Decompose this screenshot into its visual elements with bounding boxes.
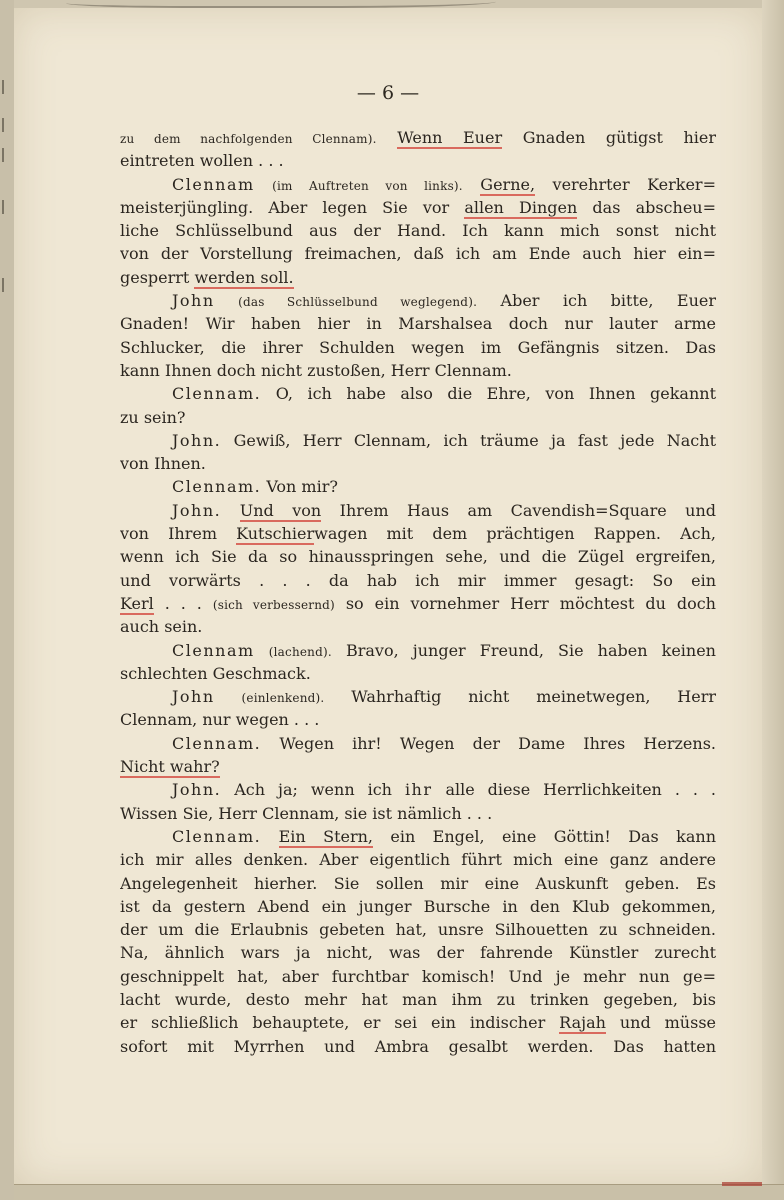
text-run: Gnaden! Wir haben hier in Marshalsea doch nur lauter arme	[120, 314, 716, 334]
text-run: schlechten Geschmack.	[120, 663, 311, 683]
text-run: Ach ja; wenn ich	[221, 780, 405, 800]
text-run	[463, 175, 480, 194]
text-line	[120, 988, 716, 1011]
text-line	[120, 126, 716, 149]
text-line	[120, 266, 716, 289]
underlined-text: allen Dingen	[464, 197, 578, 217]
text-run: er schließlich behauptete, er sei ein indischer	[120, 1013, 560, 1033]
underlined-text: Gerne,	[480, 174, 536, 194]
text-run: Na, ähnlich wars ja nicht, was der fahrende Künstler zurecht	[120, 943, 716, 963]
text-line	[120, 569, 716, 592]
text-line	[120, 499, 716, 522]
text-run: von Ihrem	[120, 524, 237, 544]
margin-mark	[2, 278, 12, 292]
text-run: Gnaden gütigst hier	[502, 128, 716, 147]
right-page-edge	[762, 0, 784, 1200]
underlined-text: Kutschier	[236, 524, 315, 544]
text-run: Schlucker, die ihrer Schulden wegen im Gefängnis sitzen. Das	[120, 337, 716, 357]
underlined-text: Rajah	[559, 1013, 606, 1033]
text-line	[120, 336, 716, 359]
text-run: Bravo, junger Freund, Sie haben keinen	[331, 640, 716, 660]
text-run: liche Schlüsselbund aus der Hand. Ich kann mich sonst nicht	[120, 221, 716, 241]
text-run: von Ihnen.	[120, 454, 206, 474]
text-line	[120, 592, 716, 615]
text-run: Gewiß, Herr Clennam, ich träume ja fast jede Nacht	[221, 430, 716, 450]
text-run: Angelegenheit hierher. Sie sollen mir eine Auskunft geben. Es	[120, 873, 716, 893]
previous-page-strip	[14, 0, 772, 8]
stage-direction: (im Auftreten von links).	[272, 178, 463, 193]
text-run: zu sein?	[120, 407, 186, 427]
text-line	[120, 149, 716, 172]
text-line	[120, 778, 716, 801]
text-line	[120, 312, 716, 335]
text-line	[120, 872, 716, 895]
text-run	[215, 687, 242, 706]
stage-direction: (sich verbessernd)	[212, 597, 335, 612]
text-line	[120, 802, 716, 825]
text-run: von der Vorstellung freimachen, daß ich am Ende auch hier ein=	[120, 244, 716, 264]
text-run: so ein vornehmer Herr möchtest du doch	[334, 593, 716, 613]
text-run: und müsse	[605, 1013, 716, 1033]
margin-mark	[2, 80, 12, 94]
text-line	[120, 289, 716, 312]
stage-direction: zu dem nachfolgenden Clennam).	[120, 132, 377, 146]
text-run: Von mir?	[261, 477, 338, 497]
underlined-text: Nicht wahr?	[120, 757, 220, 777]
text-run: alle diese Herrlichkeiten . . .	[432, 780, 716, 800]
text-line	[120, 685, 716, 708]
text-line	[120, 615, 716, 638]
text-run: . . .	[153, 593, 213, 613]
text-line	[120, 825, 716, 848]
text-line	[120, 639, 716, 662]
text-run: auch sein.	[120, 617, 203, 637]
text-line	[120, 219, 716, 242]
text-run: verehrter Kerker=	[535, 174, 716, 194]
text-line	[120, 1035, 716, 1058]
text-run	[221, 501, 239, 520]
text-run: sofort mit Myrrhen und Ambra gesalbt werden. Das hatten	[120, 1036, 716, 1056]
bottom-page-edge	[14, 1184, 784, 1200]
text-line	[120, 732, 716, 755]
text-run	[377, 128, 398, 147]
text-line	[120, 941, 716, 964]
stage-direction: (das Schlüsselbund weglegend).	[238, 295, 478, 310]
text-line	[120, 242, 716, 265]
speaker-name: John.	[172, 500, 222, 520]
text-run: Wegen ihr! Wegen der Dame Ihres Herzens.	[261, 733, 716, 753]
text-line	[120, 173, 716, 196]
text-run: der um die Erlaubnis gebeten hat, unsre Silhouetten zu schneiden.	[120, 920, 716, 940]
text-line	[120, 475, 716, 498]
text-run: lacht wurde, desto mehr hat man ihm zu trinken gegeben, bis	[120, 989, 716, 1009]
text-line	[120, 522, 716, 545]
text-line	[120, 755, 716, 778]
binding-mark	[722, 1182, 762, 1186]
text-run: meisterjüngling. Aber legen Sie vor	[120, 197, 465, 217]
stage-direction: (einlenkend).	[241, 691, 325, 706]
text-line	[120, 452, 716, 475]
text-line	[120, 848, 716, 871]
text-line	[120, 965, 716, 988]
margin-mark	[2, 118, 12, 132]
speaker-name: Clennam	[172, 640, 255, 660]
text-line	[120, 382, 716, 405]
speaker-name: John.	[172, 430, 222, 450]
text-run: das abscheu=	[577, 197, 716, 217]
left-page-edge	[0, 0, 15, 1200]
underlined-text: werden soll.	[194, 267, 294, 287]
text-line	[120, 1011, 716, 1034]
text-run: geschnippelt hat, aber furchtbar komisch! Und je mehr nun ge=	[120, 966, 716, 986]
underlined-text: Wenn Euer	[397, 128, 503, 147]
underlined-text: Ein Stern,	[278, 826, 374, 846]
text-line	[120, 545, 716, 568]
speaker-name: John.	[172, 780, 222, 800]
text-run: gesperrt	[120, 267, 195, 287]
text-run: wenn ich Sie da so hinausspringen sehe, und die Zügel ergreifen,	[120, 547, 716, 567]
text-line	[120, 429, 716, 452]
text-line	[120, 662, 716, 685]
text-line	[120, 196, 716, 219]
speaker-name: Clennam.	[172, 733, 262, 753]
margin-mark	[2, 148, 12, 162]
text-line	[120, 359, 716, 382]
text-run: Aber ich bitte, Euer	[477, 291, 716, 311]
text-line	[120, 708, 716, 731]
text-run: ein Engel, eine Göttin! Das kann	[373, 826, 716, 846]
text-line	[120, 406, 716, 429]
underlined-text: Kerl	[120, 593, 154, 613]
text-run: Clennam, nur wegen . . .	[120, 710, 320, 730]
text-run: O, ich habe also die Ehre, von Ihnen gekannt	[261, 384, 716, 404]
text-run	[215, 291, 238, 310]
text-run: und vorwärts . . . da hab ich mir immer gesagt: So ein	[120, 570, 716, 590]
text-line	[120, 895, 716, 918]
speaker-name: Clennam.	[172, 826, 262, 846]
handwriting-scrawl	[66, 0, 496, 8]
text-line	[120, 918, 716, 941]
speaker-name: ihr	[404, 780, 433, 800]
speaker-name: Clennam	[172, 174, 255, 194]
text-run: wagen mit dem prächtigen Rappen. Ach,	[314, 524, 716, 544]
text-run: kann Ihnen doch nicht zustoßen, Herr Clennam.	[120, 360, 512, 380]
underlined-text: Und von	[239, 500, 322, 520]
stage-direction: (lachend).	[268, 644, 332, 659]
text-run: eintreten wollen . . .	[120, 151, 284, 171]
text-run: Ihrem Haus am Cavendish=Square und	[321, 500, 716, 520]
page-number: — 6 —	[356, 82, 420, 104]
page-text	[120, 126, 716, 1058]
margin-mark	[2, 200, 12, 214]
text-run	[261, 827, 278, 846]
speaker-name: Clennam.	[172, 384, 262, 404]
text-run	[255, 175, 272, 194]
text-run: Wissen Sie, Herr Clennam, sie ist nämlich . . .	[120, 803, 493, 823]
text-run: ist da gestern Abend ein junger Bursche in den Klub gekommen,	[120, 896, 716, 916]
text-run: ich mir alles denken. Aber eigentlich führt mich eine ganz andere	[120, 850, 716, 870]
speaker-name: Clennam.	[172, 477, 262, 497]
text-run	[255, 641, 269, 660]
text-run: Wahrhaftig nicht meinetwegen, Herr	[324, 687, 716, 707]
speaker-name: John	[172, 291, 215, 311]
speaker-name: John	[172, 687, 215, 707]
